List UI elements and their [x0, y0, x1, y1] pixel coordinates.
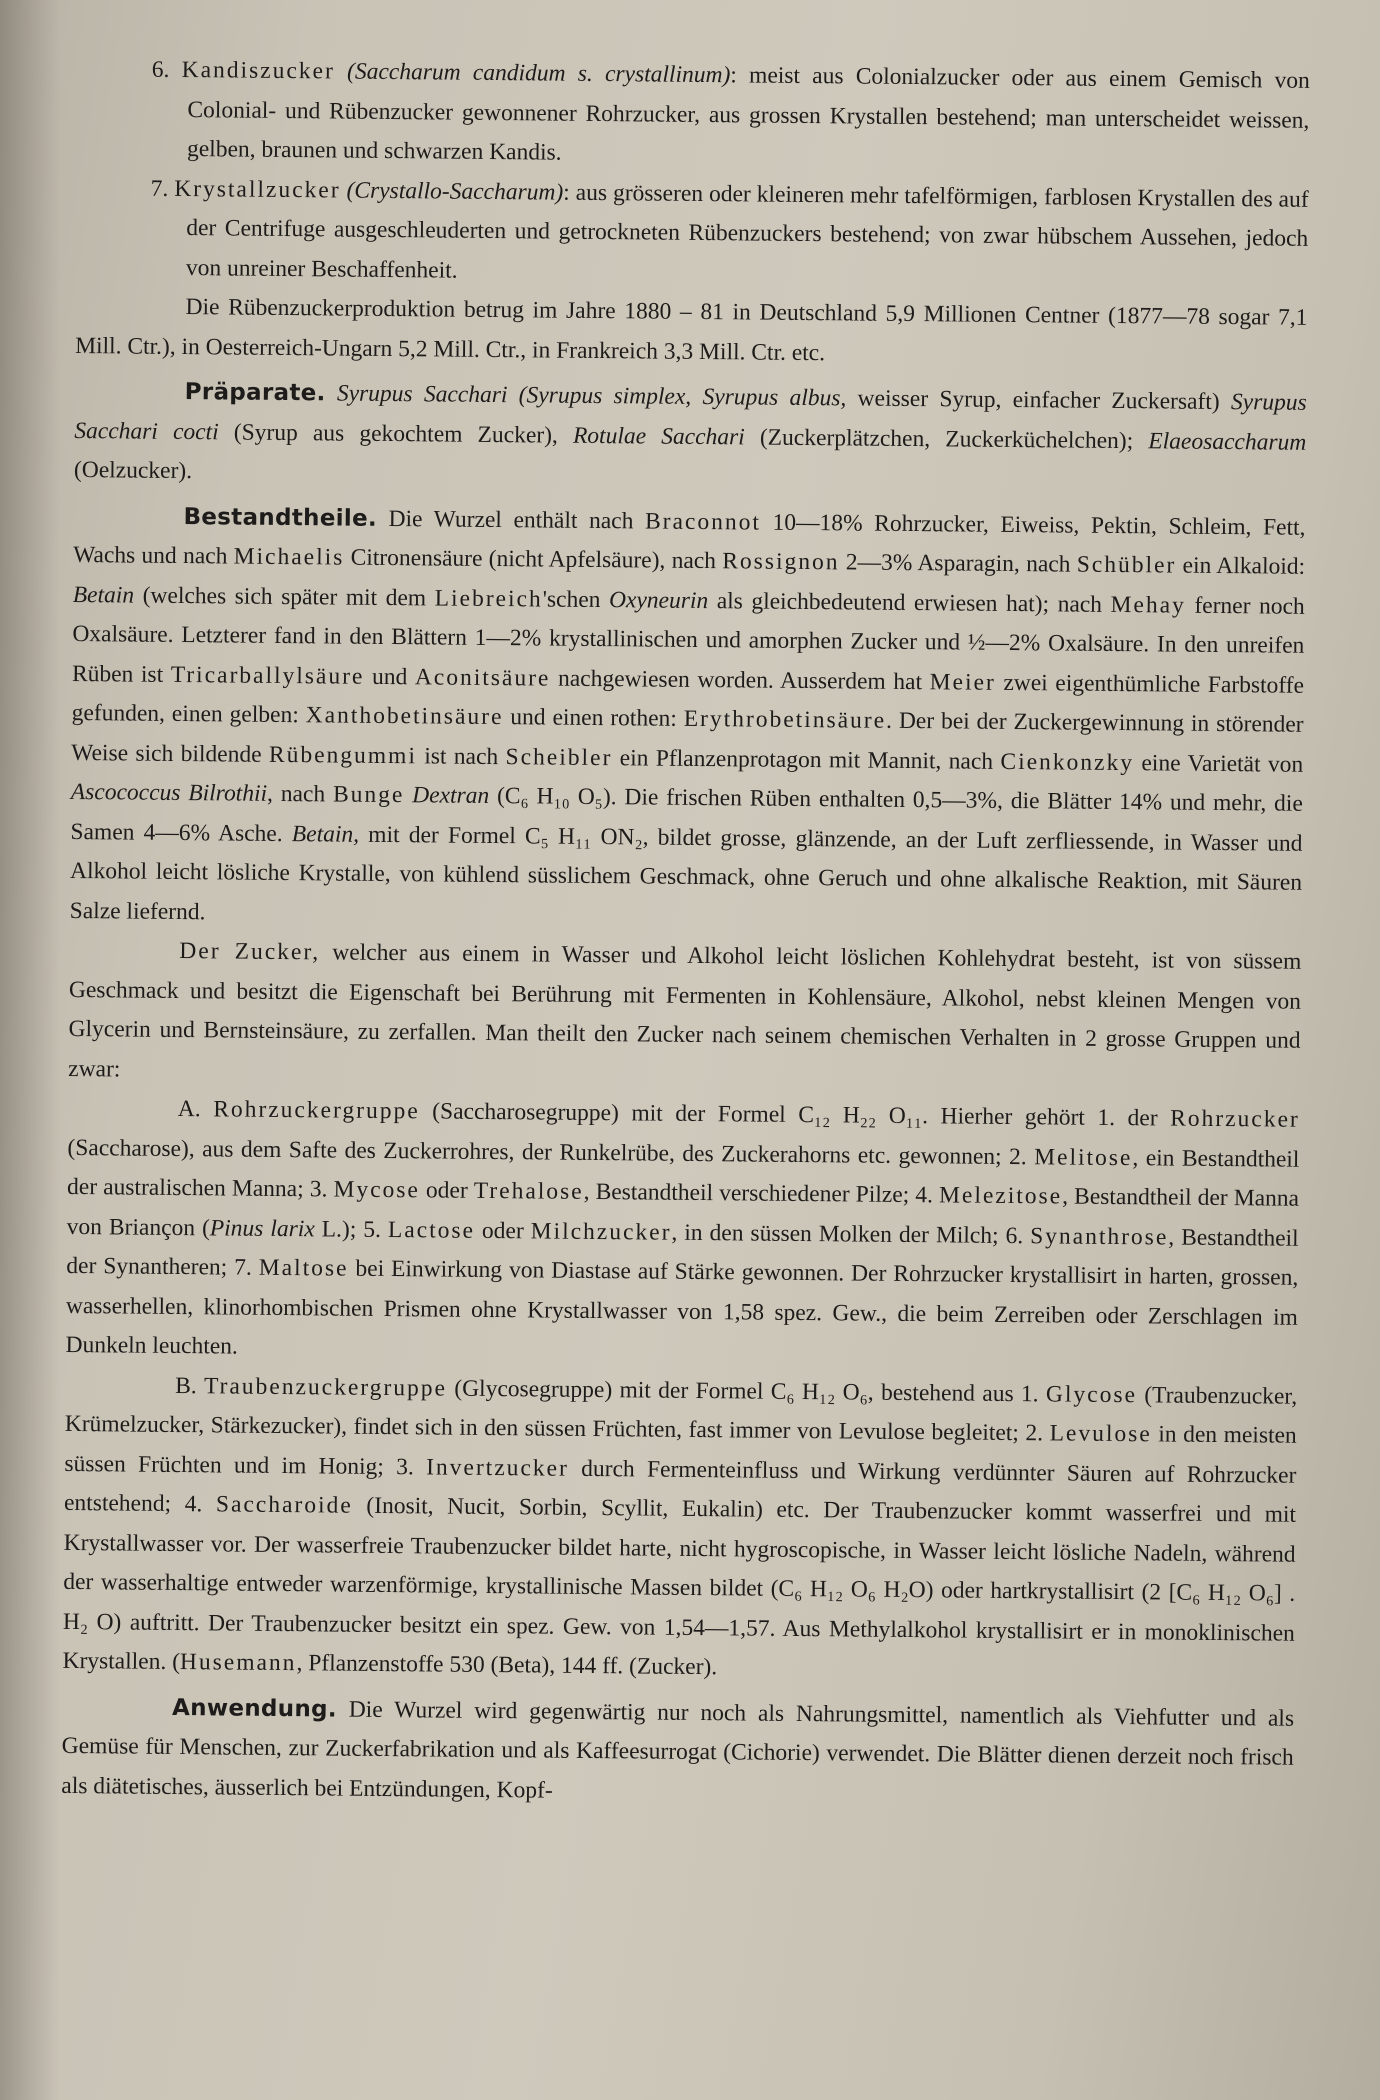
page-shadow	[0, 0, 60, 2100]
rohrzuckergruppe-paragraph: A. Rohrzuckergruppe (Saccharosegruppe) mit der Formel C₁₂ H₂₂ O₁₁. Hierher gehört 1. der Rohrzucker (Saccharose), aus dem Safte des Zuckerrohres, der Runkelrübe, des Zuckerahorns etc. gewonnen; 2. Melitose, ein Bestandtheil der australischen Manna; 3. Mycose oder Trehalose, Bestandtheil verschiedener Pilze; 4. Melezitose, Bestandtheil der Manna von Briançon (Pinus larix L.); 5. Lactose oder Milchzucker, in den süssen Molken der Milch; 6. Synanthrose, Bestandtheil der Synantheren; 7. Maltose bei Einwirkung von Diastase auf Stärke gewonnen. Der Rohrzucker krystallisirt in harten, grossen, wasserhellen, klinorhombischen Prismen ohne Krystallwasser von 1,58 spez. Gew., die beim Zerreiben oder Zerschlagen im Dunkeln leuchten.	[65, 1096, 1300, 1360]
heading-bestandtheile: Bestandtheile.	[183, 503, 378, 532]
list-item-krystallzucker: 7. Krystallzucker (Crystallo-Saccharum): aus grösseren oder kleineren mehr tafelförmigen, farblosen Krystallen des auf der Centrifuge ausgeschleuderten und getrockneten Rübenzuckers bestehend; von zwar hübschem Aussehen, jedoch von unreiner Beschaffenheit.	[150, 175, 1309, 284]
anwendung-paragraph: Anwendung. Die Wurzel wird gegenwärtig nur noch als Nahrungsmittel, namentlich als Viehfutter und als Gemüse für Menschen, zur Zuckerfabrikation und als Kaffeesurrogat (Cichorie) verwendet. Die Blätter dienen derzeit noch frisch als diätetisches, äusserlich bei Entzündungen, Kopf-	[61, 1694, 1295, 1804]
production-paragraph: Die Rübenzuckerproduktion betrug im Jahre 1880 – 81 in Deutschland 5,9 Millionen Centner (1877—78 sogar 7,1 Mill. Ctr.), in Oesterreich-Ungarn 5,2 Mill. Ctr., in Frankreich 3,3 Mill. Ctr. etc.	[75, 294, 1308, 366]
page-text	[61, 50, 1310, 1818]
heading-praeparate: Präparate.	[184, 379, 326, 407]
praeparate-paragraph: Präparate. Syrupus Sacchari (Syrupus simplex, Syrupus albus, weisser Syrup, einfacher Zuckersaft) Syrupus Sacchari cocti (Syrup aus gekochtem Zucker), Rotulae Sacchari (Zuckerplätzchen, Zuckerküchelchen); Elaeosaccharum (Oelzucker).	[73, 379, 1307, 485]
term-kandiszucker: Kandiszucker	[181, 56, 335, 85]
heading-anwendung: Anwendung.	[171, 1694, 338, 1723]
term-krystallzucker: Krystallzucker	[174, 175, 341, 204]
list-item-kandiszucker: 6. Kandiszucker (Saccharum candidum s. crystallinum): meist aus Colonialzucker oder aus einem Gemisch von Colonial- und Rübenzucker gewonnener Rohrzucker, aus grossen Krystallen bestehend; man unterscheidet weissen, gelben, braunen und schwarzen Kandis.	[151, 56, 1310, 166]
traubenzuckergruppe-paragraph: B. Traubenzuckergruppe (Glycosegruppe) mit der Formel C₆ H₁₂ O₆, bestehend aus 1. Glycose (Traubenzucker, Krümelzucker, Stärkezucker), findet sich in den süssen Früchten, fast immer von Levulose begleitet; 2. Levulose in den meisten süssen Früchten und im Honig; 3. Invertzucker durch Fermenteinfluss und Wirkung verdünnter Säuren auf Rohrzucker entstehend; 4. Saccharoide (Inosit, Nucit, Sorbin, Scyllit, Eukalin) etc. Der Traubenzucker kommt wasserfrei und mit Krystallwasser vor. Der wasserfreie Traubenzucker bildet harte, nicht hygroscopische, in Wasser leicht lösliche Nadeln, während der wasserhaltige entweder warzenförmige, krystallinische Massen bildet (C₆ H₁₂ O₆ H₂O) oder hartkrystallisirt (2 [C₆ H₁₂ O₆] . H₂ O) auftritt. Der Traubenzucker besitzt ein spez. Gew. von 1,54—1,57. Aus Methylalkohol krystallisirt er in monoklinischen Krystallen. (Husemann, Pflanzenstoffe 530 (Beta), 144 ff. (Zucker).	[62, 1372, 1298, 1681]
bestandtheile-paragraph: Bestandtheile. Die Wurzel enthält nach Braconnot 10—18% Rohrzucker, Eiweiss, Pektin, Schleim, Fett, Wachs und nach Michaelis Citronensäure (nicht Apfelsäure), nach Rossignon 2—3% Asparagin, nach Schübler ein Alkaloid: Betain (welches sich später mit dem Liebreich'schen Oxyneurin als gleichbedeutend erwiesen hat); nach Mehay ferner noch Oxalsäure. Letzterer fand in den Blättern 1—2% krystallinischen und amorphen Zucker und ½—2% Oxalsäure. In den unreifen Rüben ist Tricarballylsäure und Aconitsäure nachgewiesen worden. Ausserdem hat Meier zwei eigenthümliche Farbstoffe gefunden, einen gelben: Xanthobetinsäure und einen rothen: Erythrobetinsäure. Der bei der Zuckergewinnung in störender Weise sich bildende Rübengummi ist nach Scheibler ein Pflanzenprotagon mit Mannit, nach Cienkonzky eine Varietät von Ascococcus Bilrothii, nach Bunge Dextran (C₆ H₁₀ O₅). Die frischen Rüben enthalten 0,5—3%, die Blätter 14% und mehr, die Samen 4—6% Asche. Betain, mit der Formel C₅ H₁₁ ON₂, bildet grosse, glänzende, an der Luft zerfliessende, in Wasser und Alkohol leicht lösliche Krystalle, von kühlend süsslichem Geschmack, ohne Geruch und ohne alkalische Reaktion, mit Säuren Salze liefernd.	[69, 503, 1306, 925]
zucker-paragraph: Der Zucker, welcher aus einem in Wasser und Alkohol leicht löslichen Kohlehydrat besteht, ist von süssem Geschmack und besitzt die Eigenschaft bei Berührung mit Fermenten in Kohlensäure, Alkohol, nebst kleinen Mengen von Glycerin und Bernsteinsäure, zu zerfallen. Man theilt den Zucker nach seinem chemischen Verhalten in 2 grosse Gruppen und zwar:	[68, 938, 1302, 1082]
